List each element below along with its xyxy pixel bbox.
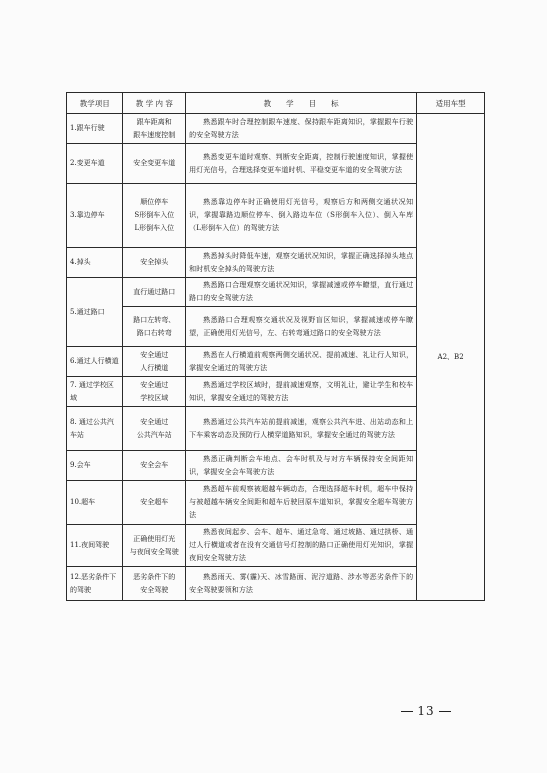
row-content [123,481,186,525]
row-goal: 熟悉在人行横道前观察两侧交通状况、提前减速、礼让行人知识，掌握安全通过的驾驶方法 [186,347,417,377]
row-content [123,525,186,567]
header-goal: 教 学 目 标 [186,93,417,114]
row-item: 12.恶劣条件下的驾驶 [67,567,123,601]
table-body [67,114,485,601]
row-content [123,114,186,144]
page-number-dash-left [401,711,413,712]
row-item: 3.靠边停车 [67,184,123,248]
content-line: 跟车距离和 [136,117,172,126]
header-car-type: 适用车型 [417,93,485,114]
content-line: 安全变更车道 [133,159,176,167]
row-content [123,347,186,377]
content-line: 跟车速度控制 [133,130,176,139]
content-line: 人行横道 [140,363,169,372]
content-line: S形倒车入位 [134,211,175,219]
content-line: 安全掉头 [140,258,169,266]
row-item: 2.变更车道 [67,144,123,184]
page-number [396,704,456,718]
row-item: 1.跟车行驶 [67,114,123,144]
content-line: 路口左转弯、 [133,315,176,324]
row-goal: 熟悉跟车时合理控制跟车速度、保持跟车距离知识，掌握跟车行驶的安全驾驶方法 [186,114,417,144]
content-line: L形倒车入位 [134,224,175,232]
content-line: 安全通过 [140,380,169,389]
row-item: 5.通过路口 [67,278,123,347]
page-number-value: 13 [417,704,435,718]
content-line: 直行通过路口 [133,287,176,296]
row-item: 10.超车 [67,481,123,525]
row-goal: 熟悉正确判断会车地点、会车时机及与对方车辆保持安全间距知识，掌握安全会车驾驶方法 [186,451,417,481]
content-line: 安全通过 [140,417,169,426]
content-line: 与夜间安全驾驶 [129,547,179,556]
row-item: 8. 通过公共汽车站 [67,407,123,451]
row-content [123,248,186,278]
row-item: 7. 通过学校区域 [67,377,123,407]
content-line: 路口右转弯 [136,328,172,337]
row-goal: 熟悉通过学校区域时，提前减速观察，文明礼让，避让学生和校车知识，掌握安全通过的驾驶方法 [186,377,417,407]
row-item: 4.掉头 [67,248,123,278]
row-content [123,407,186,451]
row-content [123,184,186,248]
content-line: 顺位停车 [140,198,169,206]
row-content [123,567,186,601]
row-content [123,144,186,184]
content-line: 公共汽车站 [136,430,172,439]
row-content [123,278,186,307]
content-line: 正确使用灯光 [133,534,176,543]
table-row [67,114,485,144]
header-item: 教学项目 [67,93,123,114]
page-number-dash-right [439,711,451,712]
content-line: 安全会车 [140,461,169,469]
content-line: 恶劣条件下的 [133,572,176,581]
row-content [123,307,186,347]
table-header-row [67,93,485,114]
header-content: 教 学 内 容 [123,93,186,114]
row-goal: 熟悉变更车道时观察、判断安全距离，控制行驶速度知识，掌握使用灯光信号，合理选择变更车道时机、平稳变更车道的安全驾驶方法 [186,144,417,184]
row-content [123,377,186,407]
row-item: 9.会车 [67,451,123,481]
row-goal: 熟悉夜间起步、会车、超车、通过急弯、通过坡路、通过拱桥、通过人行横道或者在没有交通信号灯控制的路口正确使用灯光知识，掌握夜间安全驾驶方法 [186,525,417,567]
row-goal: 熟悉路口合理观察交通状况及视野盲区知识，掌握减速或停车瞭望，正确使用灯光信号，左、右转弯通过路口的安全驾驶方法 [186,307,417,347]
content-line: 安全驾驶 [140,585,169,594]
row-goal: 熟悉靠边停车时正确使用灯光信号，观察后方和两侧交通状况知识，掌握靠路边顺位停车、倒入路边车位（S形倒车入位）、倒入车库（L形倒车入位）的驾驶方法 [186,184,417,248]
row-goal: 熟悉掉头时降低车速，观察交通状况知识，掌握正确选择掉头地点和时机安全掉头的驾驶方法 [186,248,417,278]
row-item: 11.夜间驾驶 [67,525,123,567]
content-line: 安全超车 [140,498,169,506]
row-content [123,451,186,481]
content-line: 学校区域 [140,393,169,402]
row-goal: 熟悉路口合理观察交通状况知识，掌握减速或停车瞭望，直行通过路口的安全驾驶方法 [186,278,417,307]
row-goal: 熟悉雨天、雾(霾)天、冰雪路面、泥泞道路、涉水等恶劣条件下的安全驾驶要领和方法 [186,567,417,601]
row-goal: 熟悉通过公共汽车站前提前减速，观察公共汽车进、出站动态和上下车乘客动态及预防行人横穿道路知识，掌握安全通过的驾驶方法 [186,407,417,451]
training-content-table [66,92,485,601]
row-item: 6.通过人行横道 [67,347,123,377]
applicable-car-types: A2、B2 [417,114,485,601]
content-line: 安全通过 [140,350,169,359]
row-goal: 熟悉超车前观察被超越车辆动态，合理选择超车时机，超车中保持与被超越车辆安全间距和超车后驶回原车道知识，掌握安全超车驾驶方法 [186,481,417,525]
